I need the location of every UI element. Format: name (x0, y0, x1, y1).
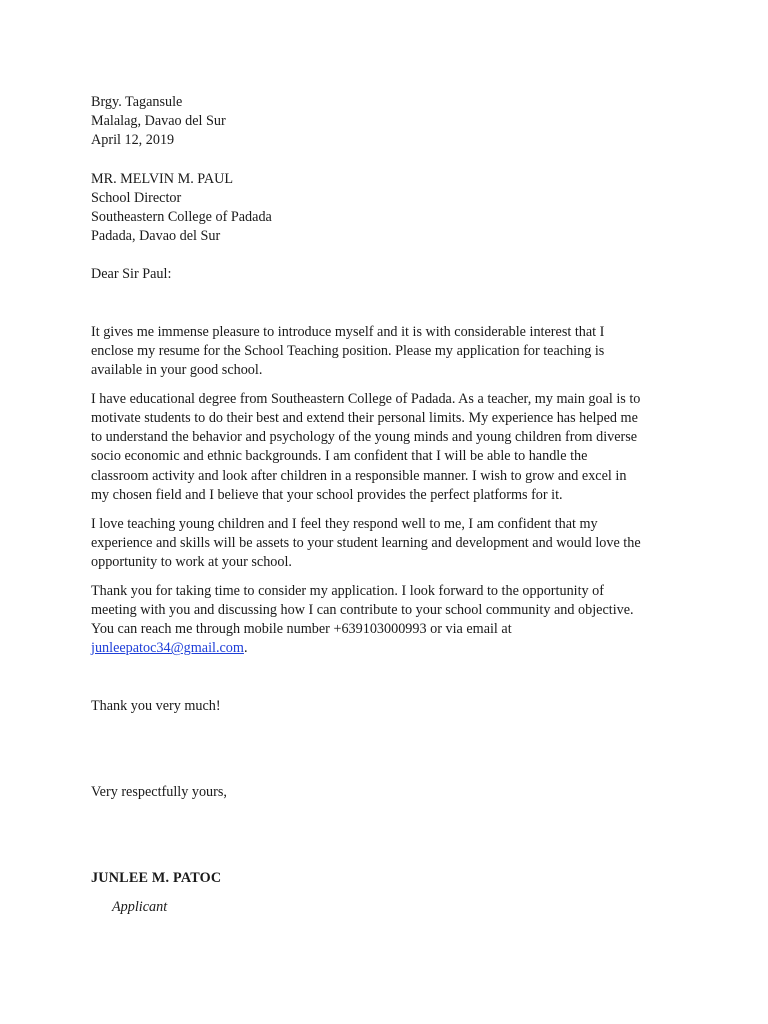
recipient-title: School Director (91, 189, 182, 206)
paragraph-line: meeting with you and discussing how I can contribute to your school community and objective. (91, 602, 634, 619)
paragraph-line: I have educational degree from Southeastern College of Padada. As a teacher, my main goal is to (91, 390, 641, 407)
paragraph-line: my chosen field and I believe that your school provides the perfect platforms for it. (91, 486, 563, 503)
email-suffix: . (243, 640, 248, 657)
paragraph-line: I love teaching young children and I feel they respond well to me, I am confident that my (91, 515, 598, 532)
signature-block (91, 869, 686, 917)
paragraph-line: to understand the behavior and psychology of the young minds and young children from diverse (91, 429, 638, 446)
paragraph-line: It gives me immense pleasure to introduce myself and it is with considerable interest that I (91, 323, 605, 340)
closing-text: Very respectfully yours, (91, 783, 227, 800)
body-paragraph-3 (91, 515, 686, 573)
paragraph-line: You can reach me through mobile number +639103000993 or via email at (91, 621, 512, 638)
thanks-text: Thank you very much! (91, 697, 221, 714)
paragraph-line: experience and skills will be assets to your student learning and development and would love the (91, 534, 641, 551)
paragraph-line: classroom activity and look after children in a responsible manner. I wish to grow and excel in (91, 467, 627, 484)
thanks-line (91, 697, 686, 716)
salutation-text: Dear Sir Paul: (91, 266, 172, 283)
signature-title: Applicant (112, 899, 168, 916)
recipient-name: MR. MELVIN M. PAUL (91, 170, 234, 187)
signature-name: JUNLEE M. PATOC (91, 870, 222, 887)
sender-address-line2: Malalag, Davao del Sur (91, 113, 226, 130)
paragraph-line: opportunity to work at your school. (91, 554, 292, 571)
salutation (91, 265, 686, 284)
body-paragraph-4 (91, 582, 686, 659)
paragraph-line: socio economic and ethnic backgrounds. I am confident that I will be able to handle the (91, 448, 588, 465)
letter-date: April 12, 2019 (91, 132, 175, 149)
body-paragraph-2 (91, 390, 686, 505)
paragraph-line: motivate students to do their best and extend their personal limits. My experience has helped me (91, 410, 638, 427)
paragraph-line: enclose my resume for the School Teaching position. Please my application for teaching is (91, 342, 605, 359)
recipient-institution: Southeastern College of Padada (91, 209, 272, 226)
sender-block (91, 93, 686, 151)
email-line (91, 639, 686, 658)
closing-line (91, 783, 686, 802)
recipient-address: Padada, Davao del Sur (91, 228, 221, 245)
recipient-block (91, 170, 686, 247)
email-link[interactable]: junleepatoc34@gmail.com (91, 640, 244, 657)
sender-address-line1: Brgy. Tagansule (91, 94, 183, 110)
paragraph-line: available in your good school. (91, 362, 263, 379)
paragraph-line: Thank you for taking time to consider my application. I look forward to the opportunity of (91, 582, 605, 599)
body-paragraph-1 (91, 323, 686, 381)
